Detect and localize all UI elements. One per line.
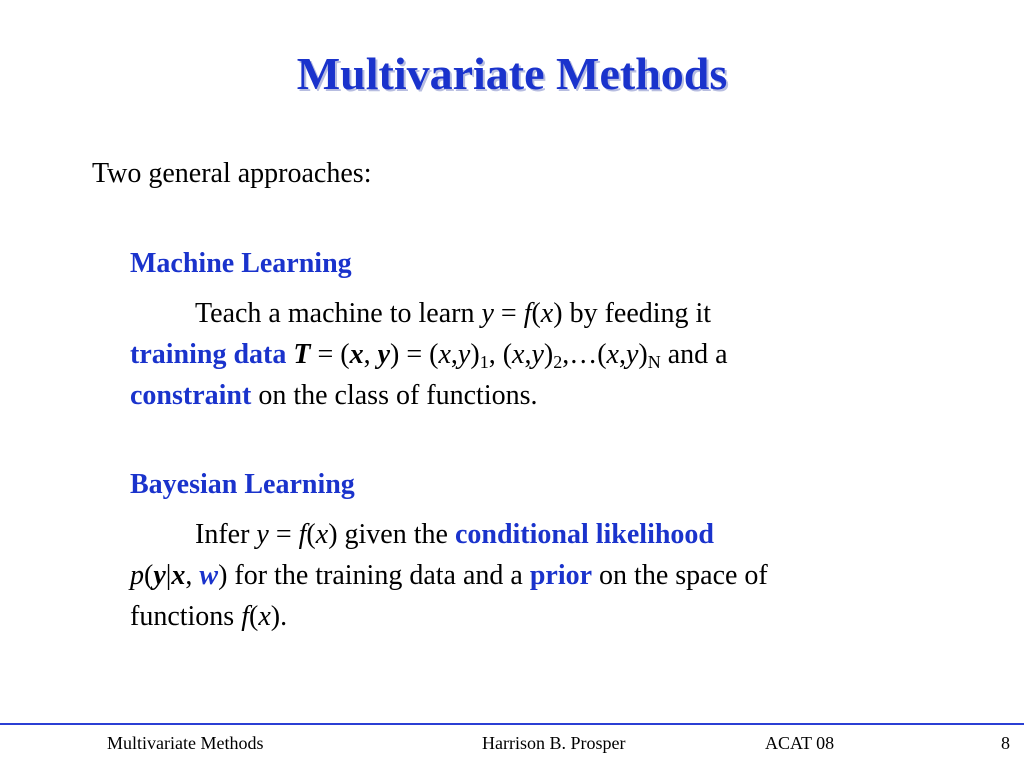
math-op: )	[218, 560, 228, 591]
footer-left: Multivariate Methods	[107, 733, 264, 753]
math-var: f	[523, 298, 532, 329]
math-op: )	[638, 339, 648, 370]
ml-line-3	[130, 379, 538, 413]
math-var: y	[153, 560, 166, 591]
ml-text: on the class of functions.	[251, 380, 538, 411]
math-var: x	[171, 560, 186, 591]
conditional-likelihood-term: conditional likelihood	[454, 519, 715, 550]
period: .	[280, 601, 288, 632]
bl-text: Infer	[195, 519, 257, 550]
math-op: ,…(	[562, 339, 607, 370]
math-op: (	[531, 298, 541, 329]
math-op: ) = (	[390, 339, 439, 370]
math-subscript: N	[647, 352, 661, 372]
math-var: f	[298, 519, 307, 550]
math-op: )	[553, 298, 563, 329]
footer-author: Harrison B. Prosper	[482, 733, 626, 753]
intro-text: Two general approaches:	[92, 158, 372, 189]
math-op: )	[543, 339, 554, 370]
math-var: y	[457, 339, 471, 370]
math-op: )	[470, 339, 480, 370]
math-var: y	[481, 298, 494, 329]
math-subscript: 1	[479, 352, 489, 372]
math-var: y	[377, 339, 391, 370]
slide-title: Multivariate Methods	[296, 48, 728, 99]
ml-line-1	[195, 297, 711, 331]
bl-text: functions	[130, 601, 242, 632]
footer-page-number: 8	[1001, 733, 1010, 753]
math-op: =	[268, 519, 299, 550]
math-var: x	[315, 519, 329, 550]
math-op: (	[306, 519, 316, 550]
ml-line-2	[130, 338, 728, 372]
math-var: y	[625, 339, 639, 370]
math-op: ,	[450, 339, 458, 370]
math-var: x	[512, 339, 525, 370]
math-var: p	[130, 560, 144, 591]
bl-line-2	[130, 559, 768, 593]
math-var: w	[199, 560, 219, 591]
bl-text: on the space of	[592, 560, 768, 591]
math-op: =	[493, 298, 524, 329]
math-subscript: 2	[553, 352, 563, 372]
ml-text: by feeding it	[562, 298, 712, 329]
bl-heading: Bayesian Learning	[130, 469, 355, 500]
math-var: f	[241, 601, 249, 632]
math-op: ,	[618, 339, 626, 370]
footer-event: ACAT 08	[765, 733, 835, 753]
math-op: )	[328, 519, 338, 550]
math-op: |	[165, 560, 172, 591]
math-op: ,	[524, 339, 532, 370]
ml-heading: Machine Learning	[130, 248, 352, 279]
math-var: x	[349, 339, 364, 370]
math-op: (	[249, 601, 259, 632]
footer-divider	[0, 723, 1024, 725]
ml-text: Teach a machine to learn	[195, 298, 482, 329]
math-op: )	[270, 601, 281, 632]
math-var: T	[293, 339, 311, 370]
math-var: x	[606, 339, 619, 370]
bl-text: given the	[337, 519, 455, 550]
bl-line-1	[195, 518, 714, 552]
math-var: x	[540, 298, 554, 329]
math-op: ,	[363, 339, 378, 370]
math-var: y	[256, 519, 269, 550]
math-op: , (	[488, 339, 513, 370]
bl-text: for the training data and a	[227, 560, 530, 591]
math-op: = (	[310, 339, 350, 370]
prior-term: prior	[529, 560, 593, 591]
training-data-term: training data	[130, 339, 287, 370]
math-var: x	[258, 601, 271, 632]
ml-text: and a	[660, 339, 728, 370]
math-op: ,	[185, 560, 200, 591]
bl-line-3	[130, 600, 287, 634]
math-op: (	[144, 560, 154, 591]
constraint-term: constraint	[130, 380, 252, 411]
math-var: y	[531, 339, 544, 370]
math-var: x	[438, 339, 451, 370]
